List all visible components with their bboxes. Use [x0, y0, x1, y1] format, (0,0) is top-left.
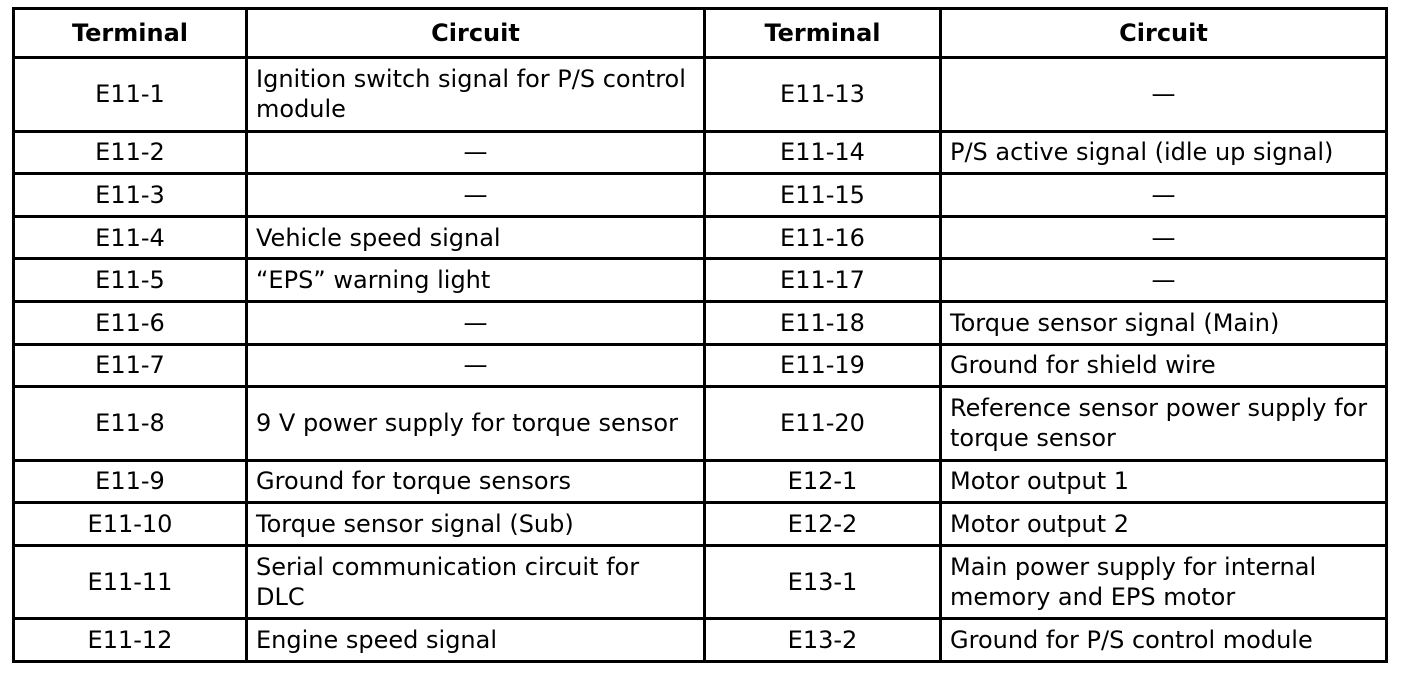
circuit-cell: —	[247, 174, 705, 217]
circuit-cell: Torque sensor signal (Main)	[941, 301, 1387, 344]
circuit-cell: Vehicle speed signal	[247, 216, 705, 259]
terminal-cell: E13-2	[705, 619, 941, 662]
table-row	[14, 387, 1387, 461]
table-row	[14, 344, 1387, 387]
circuit-cell: Motor output 2	[941, 503, 1387, 546]
header-circuit-left: Circuit	[247, 9, 705, 58]
terminal-cell: E11-14	[705, 131, 941, 174]
header-terminal-left: Terminal	[14, 9, 247, 58]
terminal-cell: E11-5	[14, 259, 247, 302]
circuit-cell: Ignition switch signal for P/S control module	[247, 58, 705, 132]
circuit-cell: Ground for shield wire	[941, 344, 1387, 387]
circuit-cell: —	[941, 58, 1387, 132]
terminal-cell: E11-17	[705, 259, 941, 302]
table-row	[14, 259, 1387, 302]
circuit-cell: —	[941, 216, 1387, 259]
terminal-cell: E11-1	[14, 58, 247, 132]
terminal-cell: E11-8	[14, 387, 247, 461]
terminal-cell: E11-10	[14, 503, 247, 546]
terminal-cell: E12-2	[705, 503, 941, 546]
table-row	[14, 545, 1387, 619]
terminal-cell: E11-15	[705, 174, 941, 217]
terminal-cell: E11-7	[14, 344, 247, 387]
circuit-cell: —	[247, 344, 705, 387]
table-row	[14, 301, 1387, 344]
table-row	[14, 216, 1387, 259]
circuit-cell: —	[247, 131, 705, 174]
header-terminal-right: Terminal	[705, 9, 941, 58]
terminal-cell: E11-16	[705, 216, 941, 259]
terminal-cell: E11-13	[705, 58, 941, 132]
terminal-cell: E11-19	[705, 344, 941, 387]
terminal-cell: E11-9	[14, 460, 247, 503]
terminal-circuit-table	[12, 7, 1388, 663]
circuit-cell: —	[941, 174, 1387, 217]
circuit-cell: Serial communication circuit for DLC	[247, 545, 705, 619]
circuit-cell: —	[247, 301, 705, 344]
circuit-cell: Torque sensor signal (Sub)	[247, 503, 705, 546]
header-circuit-right: Circuit	[941, 9, 1387, 58]
table-row	[14, 131, 1387, 174]
table-row	[14, 503, 1387, 546]
terminal-cell: E11-4	[14, 216, 247, 259]
terminal-cell: E11-2	[14, 131, 247, 174]
circuit-cell: Main power supply for internal memory and EPS motor	[941, 545, 1387, 619]
circuit-cell: P/S active signal (idle up signal)	[941, 131, 1387, 174]
table-row	[14, 460, 1387, 503]
circuit-cell: Ground for P/S control module	[941, 619, 1387, 662]
circuit-cell: Engine speed signal	[247, 619, 705, 662]
table-row	[14, 619, 1387, 662]
terminal-cell: E11-6	[14, 301, 247, 344]
terminal-cell: E11-20	[705, 387, 941, 461]
circuit-cell: Reference sensor power supply for torque sensor	[941, 387, 1387, 461]
terminal-cell: E11-12	[14, 619, 247, 662]
circuit-cell: Ground for torque sensors	[247, 460, 705, 503]
circuit-cell: —	[941, 259, 1387, 302]
terminal-cell: E11-18	[705, 301, 941, 344]
terminal-cell: E12-1	[705, 460, 941, 503]
terminal-cell: E13-1	[705, 545, 941, 619]
table-header-row	[14, 9, 1387, 58]
circuit-cell: Motor output 1	[941, 460, 1387, 503]
terminal-cell: E11-11	[14, 545, 247, 619]
table-row	[14, 58, 1387, 132]
table-row	[14, 174, 1387, 217]
terminal-cell: E11-3	[14, 174, 247, 217]
circuit-cell: “EPS” warning light	[247, 259, 705, 302]
circuit-cell: 9 V power supply for torque sensor	[247, 387, 705, 461]
